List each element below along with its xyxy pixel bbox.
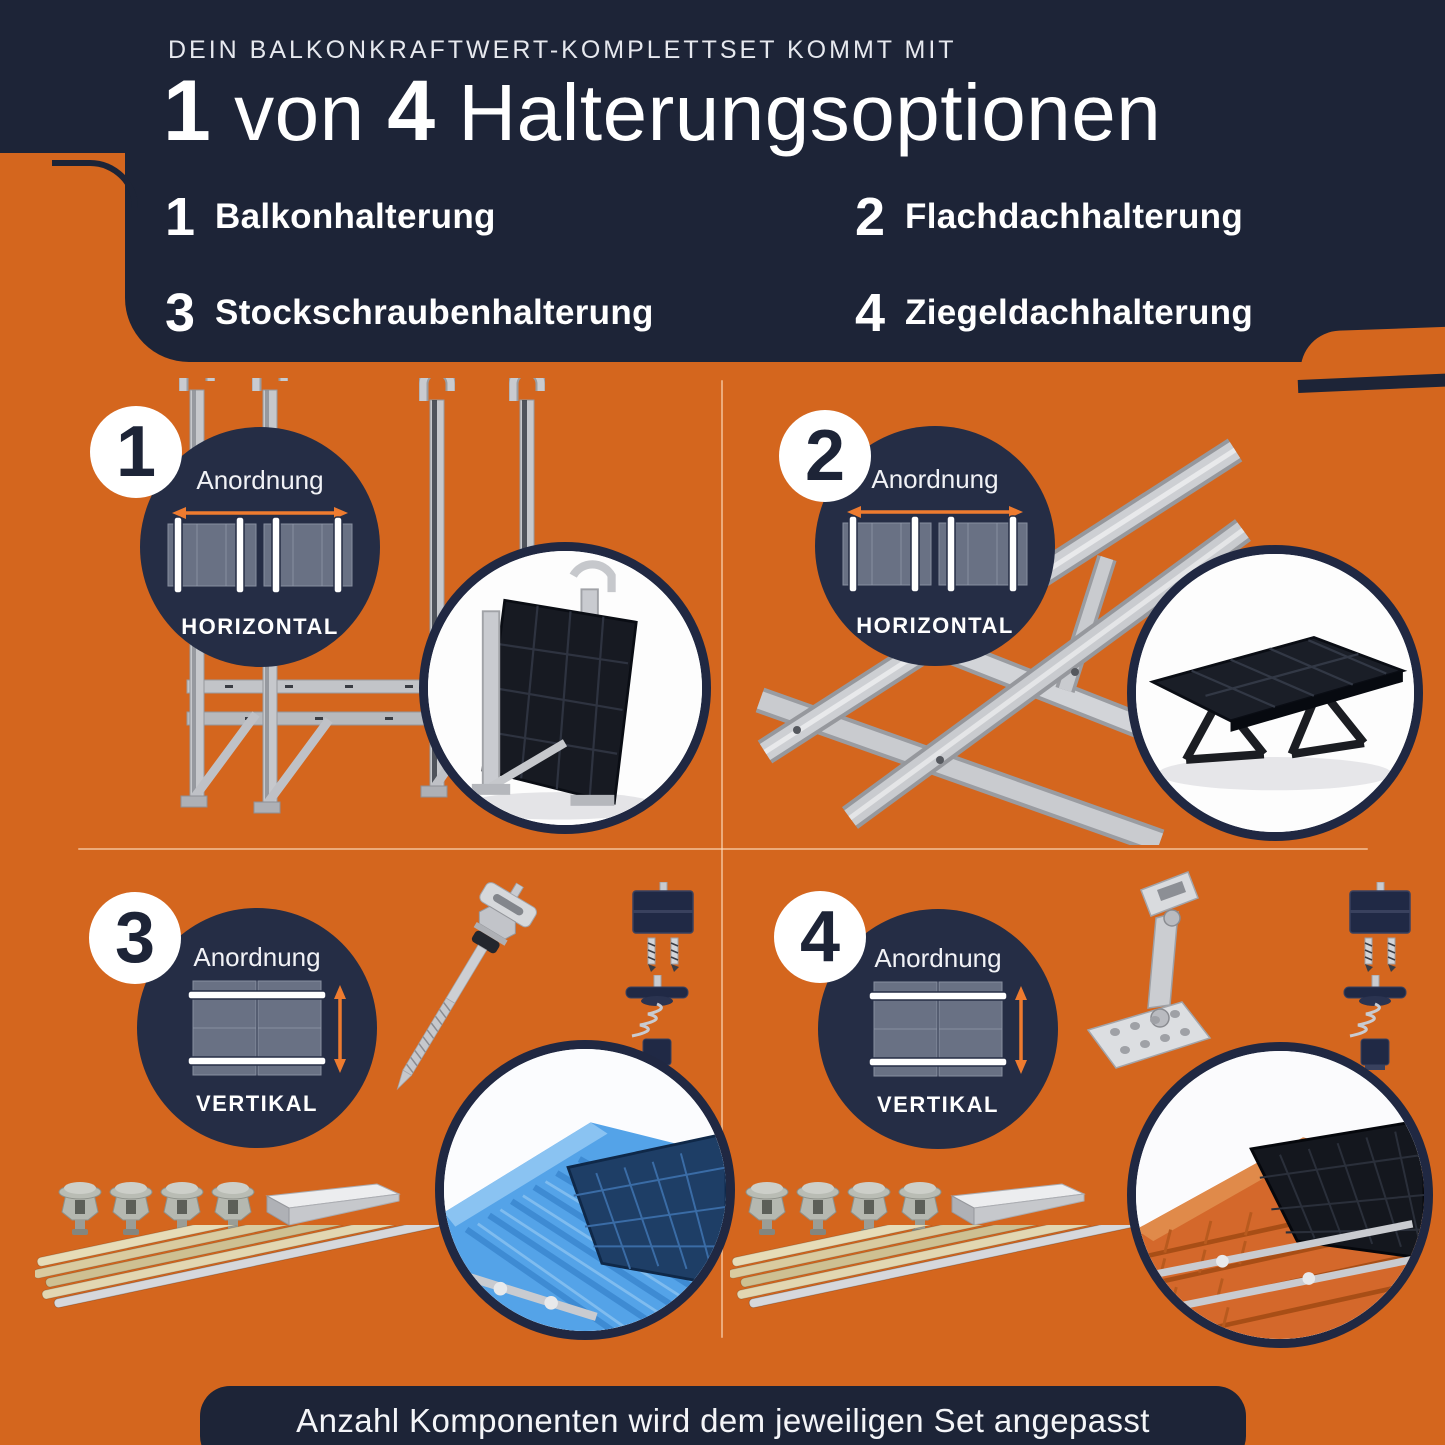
headline-total: 4 bbox=[387, 63, 436, 159]
footer-note: Anzahl Komponenten wird dem jeweiligen Set angepasst bbox=[296, 1402, 1150, 1439]
quadrant-number-badge-1 bbox=[90, 406, 182, 498]
quadrant-number-badge-3 bbox=[89, 892, 181, 984]
footer-bar bbox=[200, 1386, 1246, 1445]
arrangement-orientation: HORIZONTAL bbox=[856, 613, 1014, 638]
arrangement-title: Anordnung bbox=[871, 464, 999, 494]
option-number: 4 bbox=[855, 283, 886, 343]
vertical-arrangement-diagram bbox=[152, 975, 362, 1087]
arrangement-title: Anordnung bbox=[874, 943, 1002, 973]
quadrant-number-badge-2 bbox=[779, 410, 871, 502]
rail-splice-icon bbox=[952, 1184, 1084, 1225]
header-eyebrow: DEIN BALKONKRAFTWERT-KOMPLETTSET KOMMT MIT bbox=[168, 36, 957, 64]
quadrant-divider-horizontal bbox=[78, 848, 1368, 850]
inset-photo-corrugated-roof-panels bbox=[435, 1040, 735, 1340]
option-label: Balkonhalterung bbox=[215, 197, 496, 236]
inset-photo-flat-roof-panel bbox=[1127, 545, 1423, 841]
horizontal-arrangement-diagram bbox=[835, 503, 1035, 603]
arrangement-orientation: HORIZONTAL bbox=[181, 614, 339, 639]
module-end-clamp-icon bbox=[1344, 975, 1406, 1070]
option-item-flachdachhalterung bbox=[855, 187, 1243, 247]
rail-splice-icon bbox=[267, 1184, 399, 1225]
headline-von: von bbox=[211, 68, 388, 157]
badge-number: 1 bbox=[115, 412, 157, 492]
option-number: 3 bbox=[165, 283, 196, 343]
option-item-ziegeldachhalterung bbox=[855, 283, 1254, 343]
inset-photo-tile-roof-panel bbox=[1127, 1042, 1433, 1348]
vertical-arrangement-diagram bbox=[833, 976, 1043, 1088]
headline-rest: Halterungsoptionen bbox=[435, 68, 1162, 157]
inset-photo-balcony-panel bbox=[419, 542, 711, 834]
quadrant-number-badge-4 bbox=[774, 891, 866, 983]
horizontal-arrangement-diagram bbox=[160, 504, 360, 604]
option-number: 1 bbox=[165, 187, 196, 247]
headline-count: 1 bbox=[163, 63, 212, 159]
arrangement-orientation: VERTIKAL bbox=[877, 1092, 999, 1117]
arrangement-orientation: VERTIKAL bbox=[196, 1091, 318, 1116]
arrangement-title: Anordnung bbox=[196, 465, 324, 495]
option-label: Stockschraubenhalterung bbox=[215, 293, 654, 332]
page-title bbox=[163, 62, 1161, 161]
module-mid-clamp-icon bbox=[633, 882, 693, 972]
module-mid-clamp-icon bbox=[1350, 882, 1410, 972]
tile-roof-hook-icon bbox=[1088, 872, 1210, 1068]
option-item-stockschraubenhalterung bbox=[165, 283, 654, 343]
option-label: Flachdachhalterung bbox=[905, 197, 1243, 236]
option-label: Ziegeldachhalterung bbox=[905, 293, 1254, 332]
arrangement-title: Anordnung bbox=[193, 942, 321, 972]
option-number: 2 bbox=[855, 187, 886, 247]
option-item-balkonhalterung bbox=[165, 187, 496, 247]
badge-number: 2 bbox=[804, 416, 846, 496]
badge-number: 3 bbox=[114, 898, 156, 978]
badge-number: 4 bbox=[799, 897, 841, 977]
